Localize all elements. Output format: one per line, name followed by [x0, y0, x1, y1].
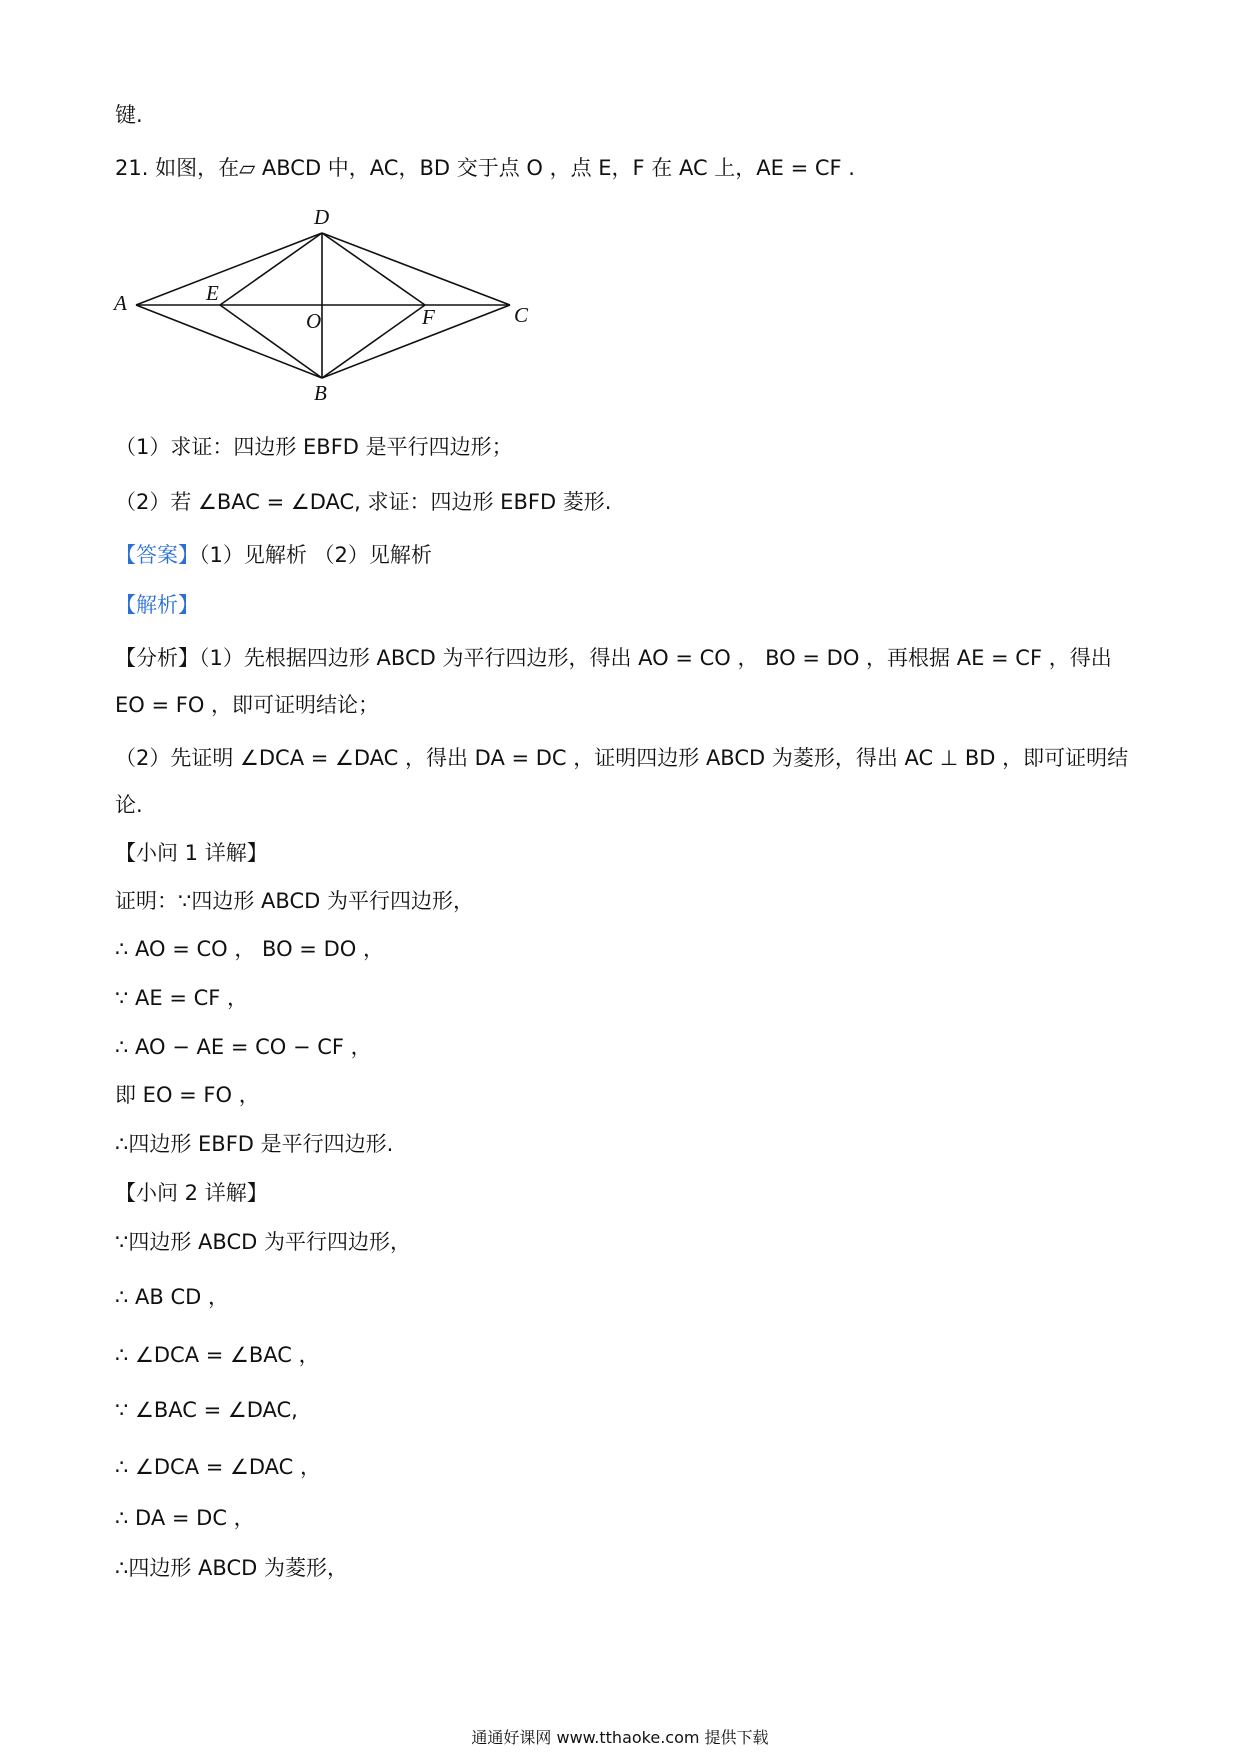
label-c: C — [514, 303, 529, 327]
analysis-tag: 【解析】 — [115, 593, 199, 617]
proof-2-line-2: ∴ AB CD ， — [115, 1285, 229, 1309]
analysis-line-2: EO = FO ，即可证明结论； — [115, 693, 380, 717]
proof-2-line-7: ∴四边形 ABCD 为菱形， — [115, 1556, 348, 1580]
page-footer: 通通好课网 www.tthaoke.com 提供下载 — [471, 1728, 769, 1747]
question-part-1: （1）求证：四边形 EBFD 是平行四边形； — [115, 435, 513, 459]
segment-ed — [220, 233, 322, 305]
segment-df — [322, 233, 425, 305]
segment-ad — [136, 233, 322, 305]
segment-dc — [322, 233, 510, 305]
subquestion-1-heading: 【小问 1 详解】 — [115, 841, 268, 865]
proof-2-line-6: ∴ DA = DC ， — [115, 1506, 255, 1530]
answer-tag: 【答案】 — [115, 543, 199, 567]
question-21-stem: 21. 如图，在▱ ABCD 中，AC，BD 交于点 O ，点 E，F 在 AC 上，AE = CF . — [115, 156, 855, 180]
proof-2-line-3: ∴ ∠DCA = ∠BAC ， — [115, 1343, 320, 1367]
label-b: B — [314, 381, 327, 400]
geometry-figure — [110, 200, 530, 400]
question-part-2: （2）若 ∠BAC = ∠DAC, 求证：四边形 EBFD 菱形. — [115, 490, 612, 514]
analysis-line-4: 论. — [115, 793, 143, 817]
label-o: O — [306, 309, 322, 333]
segment-cb — [322, 305, 510, 378]
answer-line — [115, 540, 432, 570]
proof-1-line-4: ∴ AO − AE = CO − CF ， — [115, 1035, 372, 1059]
proof-2-line-5: ∴ ∠DCA = ∠DAC ， — [115, 1455, 321, 1479]
label-a: A — [114, 291, 127, 315]
label-f: F — [422, 305, 435, 329]
proof-2-line-1: ∵四边形 ABCD 为平行四边形， — [115, 1230, 411, 1254]
proof-1-line-5: 即 EO = FO ， — [115, 1083, 260, 1107]
analysis-line-3: （2）先证明 ∠DCA = ∠DAC ，得出 DA = DC ，证明四边形 ABCD 为菱形，得出 AC ⊥ BD ，即可证明结 — [115, 746, 1129, 770]
proof-2-line-4: ∵ ∠BAC = ∠DAC, — [115, 1398, 298, 1422]
label-e: E — [206, 281, 219, 305]
text-line-0: 键. — [115, 103, 143, 127]
proof-1-line-2: ∴ AO = CO ， BO = DO ， — [115, 937, 384, 961]
analysis-line-1: 【分析】（1）先根据四边形 ABCD 为平行四边形，得出 AO = CO ， BO = DO ，再根据 AE = CF ，得出 — [115, 646, 1112, 670]
subquestion-2-heading: 【小问 2 详解】 — [115, 1181, 268, 1205]
answer-text: （1）见解析 （2）见解析 — [199, 543, 432, 567]
proof-1-line-1: 证明：∵四边形 ABCD 为平行四边形， — [115, 889, 474, 913]
proof-1-line-3: ∵ AE = CF ， — [115, 986, 249, 1010]
proof-1-line-6: ∴四边形 EBFD 是平行四边形. — [115, 1132, 394, 1156]
segment-fb — [322, 305, 425, 378]
segment-ba — [136, 305, 322, 378]
label-d: D — [314, 205, 330, 229]
